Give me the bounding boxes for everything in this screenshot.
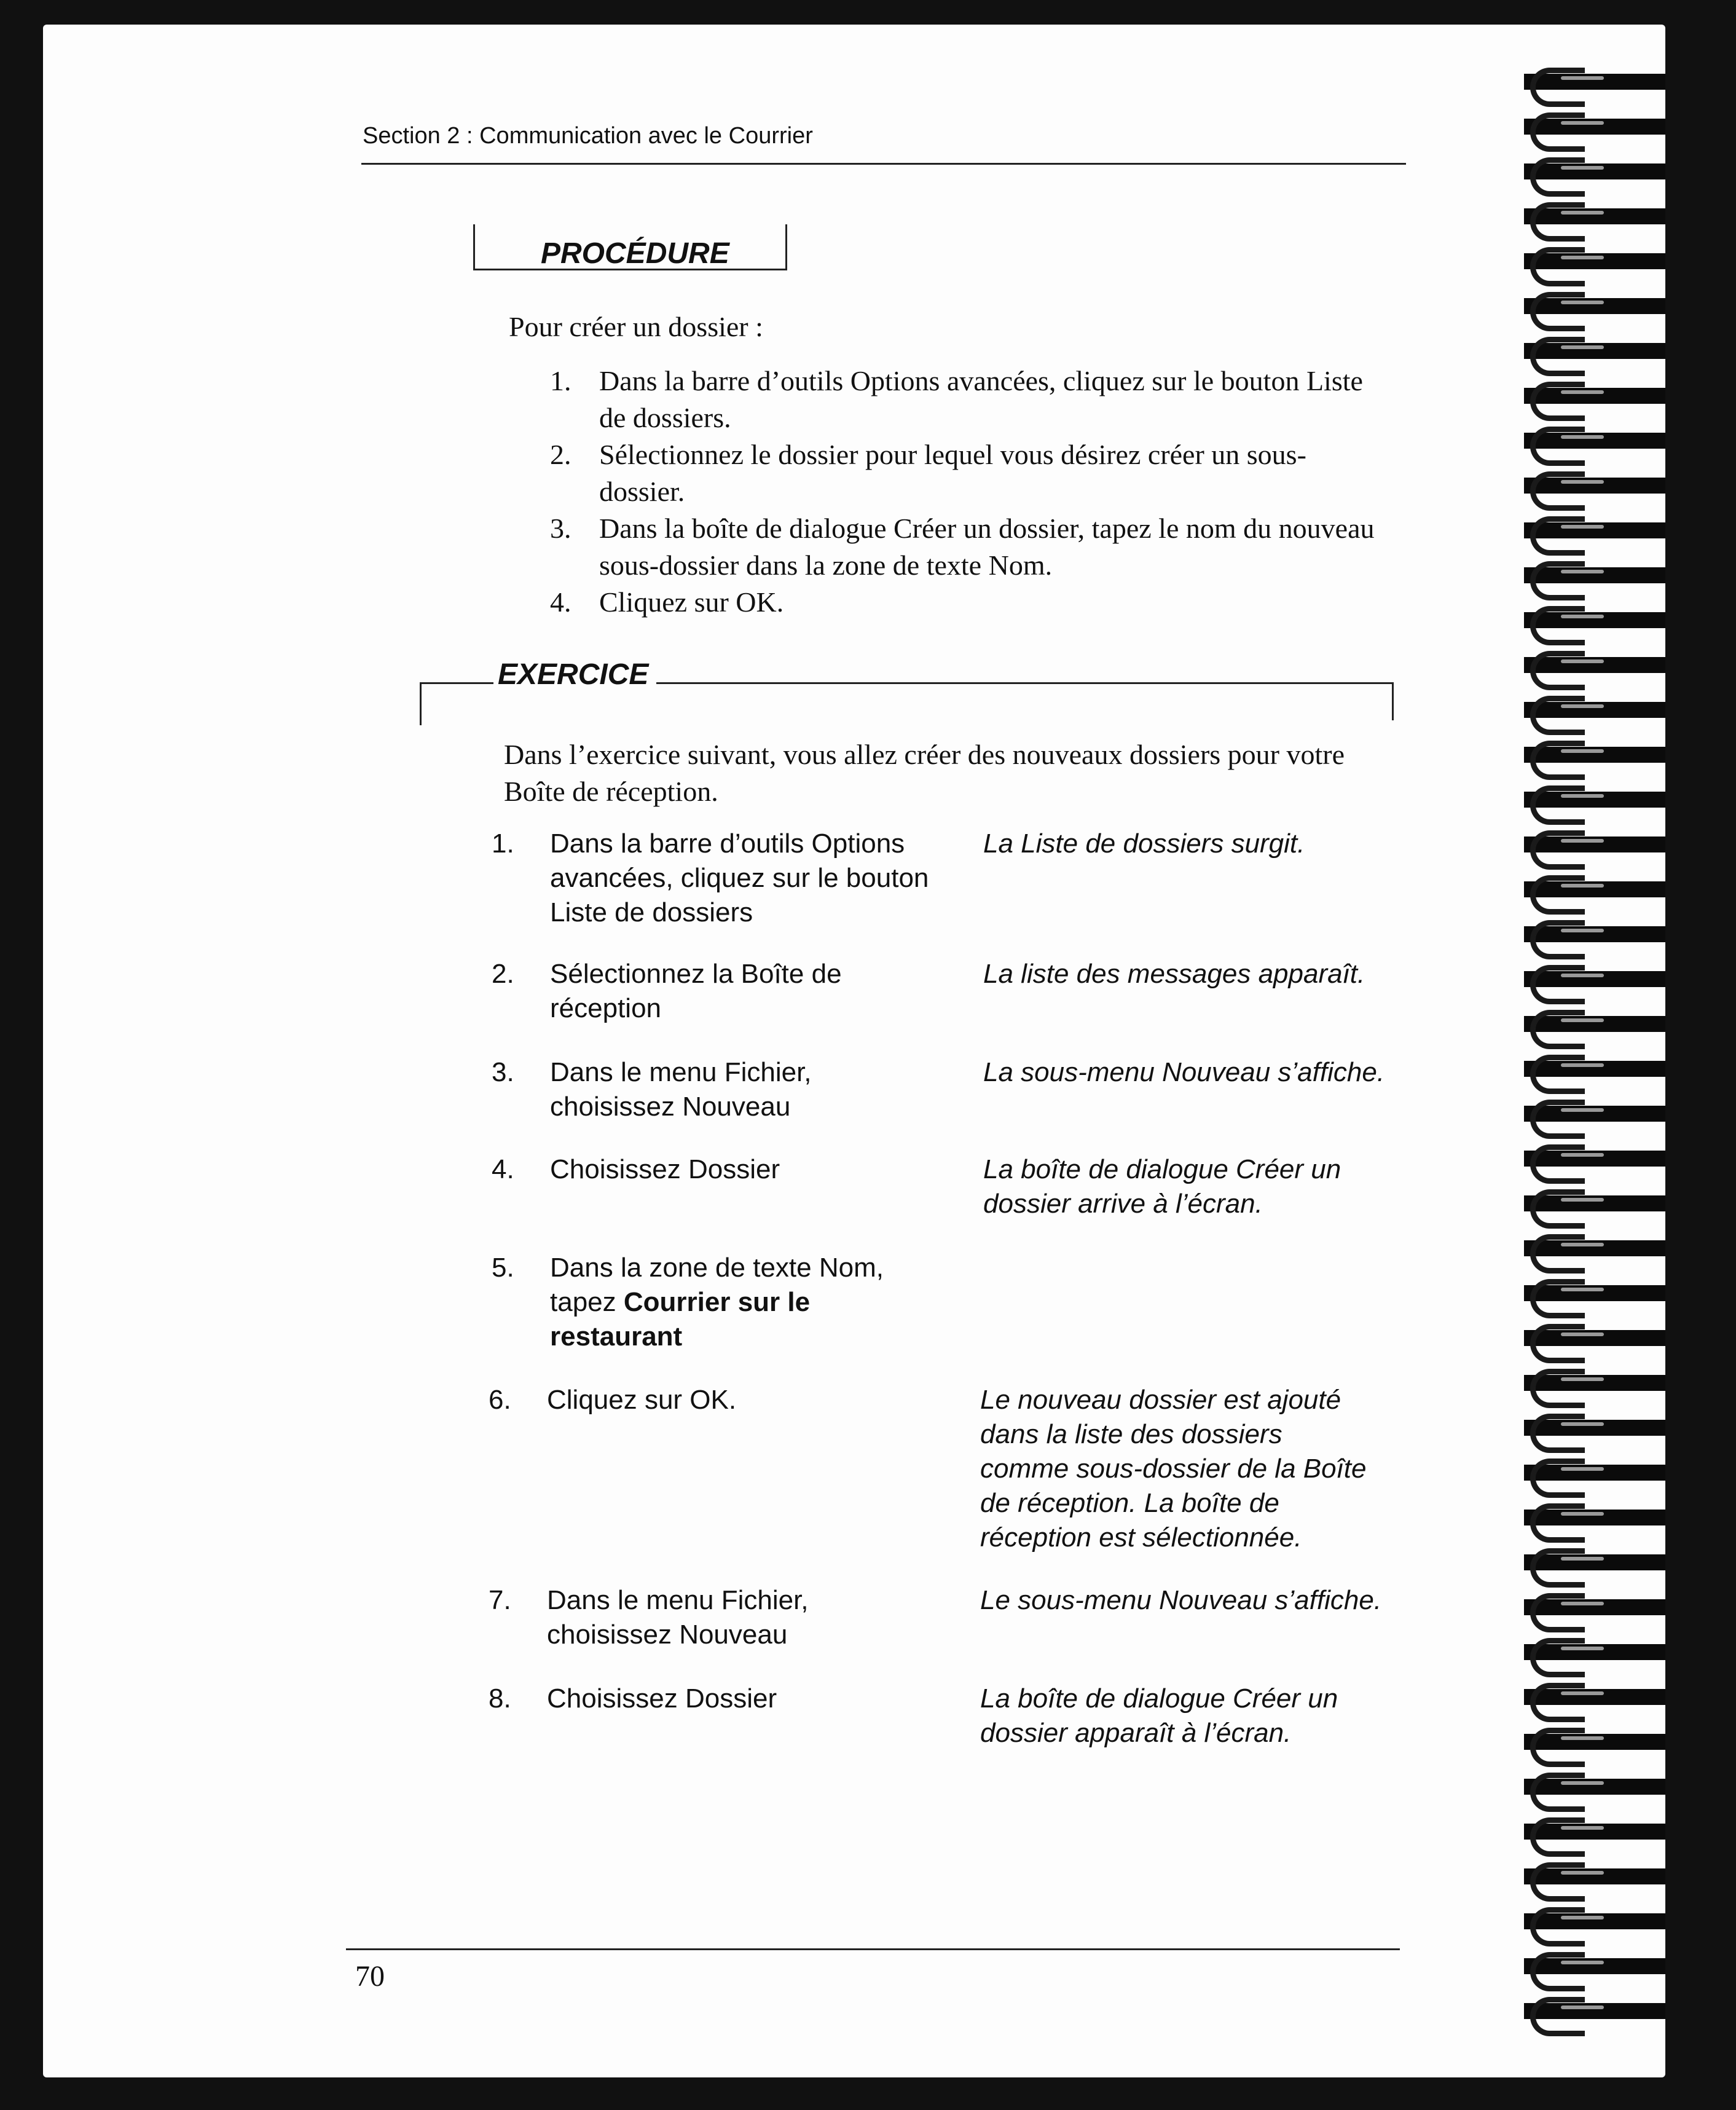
row-number: 2. xyxy=(492,959,514,989)
binding-ring xyxy=(1524,1913,1665,1929)
binding-ring xyxy=(1524,1420,1665,1436)
binding-ring xyxy=(1524,837,1665,852)
row-action: Dans le menu Fichier, choisissez Nouveau xyxy=(547,1585,809,1650)
binding-ring xyxy=(1524,747,1665,763)
binding-ring xyxy=(1524,926,1665,942)
binding-ring xyxy=(1524,298,1665,314)
row-action: Dans le menu Fichier, choisissez Nouveau xyxy=(550,1057,812,1122)
row-action: Dans la zone de texte Nom, tapez Courrier sur le restaurant xyxy=(550,1253,884,1352)
exercise-intro: Dans l’exercice suivant, vous allez créer des nouveaux dossiers pour votre Boîte de réception. xyxy=(504,739,1345,807)
binding-ring xyxy=(1524,208,1665,224)
procedure-step: 4. Cliquez sur OK. xyxy=(550,586,784,618)
procedure-step: 1. Dans la barre d’outils Options avancées, cliquez sur le bouton Liste de dossiers. xyxy=(550,365,1363,433)
binding-ring xyxy=(1524,1106,1665,1122)
row-number: 1. xyxy=(492,829,514,859)
row-action: Cliquez sur OK. xyxy=(547,1385,737,1415)
binding-ring xyxy=(1524,253,1665,269)
page-number: 70 xyxy=(355,1960,385,1993)
binding-ring xyxy=(1524,567,1665,583)
spiral-binding xyxy=(1524,74,1665,2077)
binding-ring xyxy=(1524,1285,1665,1301)
binding-ring xyxy=(1524,1734,1665,1750)
row-result: La Liste de dossiers surgit. xyxy=(983,829,1305,859)
row-result: La boîte de dialogue Créer un dossier arrive à l’écran. xyxy=(983,1154,1341,1219)
row-result: Le nouveau dossier est ajouté dans la liste des dossiers comme sous-dossier de la Boîte de réception. La boîte de réception est sélectionnée. xyxy=(980,1385,1367,1553)
binding-ring xyxy=(1524,1375,1665,1391)
binding-ring xyxy=(1524,1510,1665,1525)
binding-ring xyxy=(1524,343,1665,359)
row-number: 3. xyxy=(492,1057,514,1087)
binding-ring xyxy=(1524,1554,1665,1570)
row-action: Choisissez Dossier xyxy=(547,1683,777,1714)
procedure-intro: Pour créer un dossier : xyxy=(509,311,763,342)
row-result: La boîte de dialogue Créer un dossier apparaît à l’écran. xyxy=(980,1683,1338,1748)
binding-ring xyxy=(1524,1824,1665,1840)
binding-ring xyxy=(1524,1330,1665,1346)
binding-ring xyxy=(1524,74,1665,90)
binding-ring xyxy=(1524,478,1665,494)
binding-ring xyxy=(1524,702,1665,718)
row-number: 4. xyxy=(492,1154,514,1184)
row-action: Dans la barre d’outils Options avancées, cliquez sur le bouton Liste de dossiers xyxy=(550,829,929,927)
binding-ring xyxy=(1524,1644,1665,1660)
binding-ring xyxy=(1524,657,1665,673)
row-result: La liste des messages apparaît. xyxy=(983,959,1365,989)
binding-ring xyxy=(1524,1240,1665,1256)
binding-ring xyxy=(1524,433,1665,449)
binding-ring xyxy=(1524,163,1665,179)
binding-ring xyxy=(1524,1465,1665,1481)
binding-ring xyxy=(1524,1016,1665,1032)
binding-ring xyxy=(1524,1689,1665,1705)
document-page xyxy=(43,25,1665,2077)
procedure-step: 2. Sélectionnez le dossier pour lequel vous désirez créer un sous-dossier. xyxy=(550,439,1306,507)
procedure-step: 3. Dans la boîte de dialogue Créer un dossier, tapez le nom du nouveau sous-dossier dans la zone de texte Nom. xyxy=(550,513,1375,581)
row-number: 5. xyxy=(492,1253,514,1283)
binding-ring xyxy=(1524,388,1665,404)
binding-ring xyxy=(1524,1599,1665,1615)
binding-ring xyxy=(1524,1868,1665,1884)
row-action: Choisissez Dossier xyxy=(550,1154,780,1184)
binding-ring xyxy=(1524,119,1665,135)
row-number: 8. xyxy=(489,1683,511,1714)
procedure-title: PROCÉDURE xyxy=(541,237,729,270)
row-number: 6. xyxy=(489,1385,511,1415)
exercise-title: EXERCICE xyxy=(498,658,649,691)
binding-ring xyxy=(1524,881,1665,897)
row-result: La sous-menu Nouveau s’affiche. xyxy=(983,1057,1385,1087)
binding-ring xyxy=(1524,522,1665,538)
binding-ring xyxy=(1524,2003,1665,2019)
footer-rule xyxy=(346,1948,1400,1950)
binding-ring xyxy=(1524,1779,1665,1795)
binding-ring xyxy=(1524,1151,1665,1167)
row-number: 7. xyxy=(489,1585,511,1615)
row-action: Sélectionnez la Boîte de réception xyxy=(550,959,842,1023)
binding-ring xyxy=(1524,1061,1665,1077)
header-rule xyxy=(361,163,1406,165)
row-action-bold: Courrier sur le restaurant xyxy=(550,1287,811,1352)
section-header: Section 2 : Communication avec le Courrier xyxy=(363,123,813,149)
row-result: Le sous-menu Nouveau s’affiche. xyxy=(980,1585,1382,1615)
binding-ring xyxy=(1524,792,1665,808)
binding-ring xyxy=(1524,1958,1665,1974)
binding-ring xyxy=(1524,1195,1665,1211)
binding-ring xyxy=(1524,971,1665,987)
procedure-steps xyxy=(550,363,1380,621)
binding-ring xyxy=(1524,612,1665,628)
